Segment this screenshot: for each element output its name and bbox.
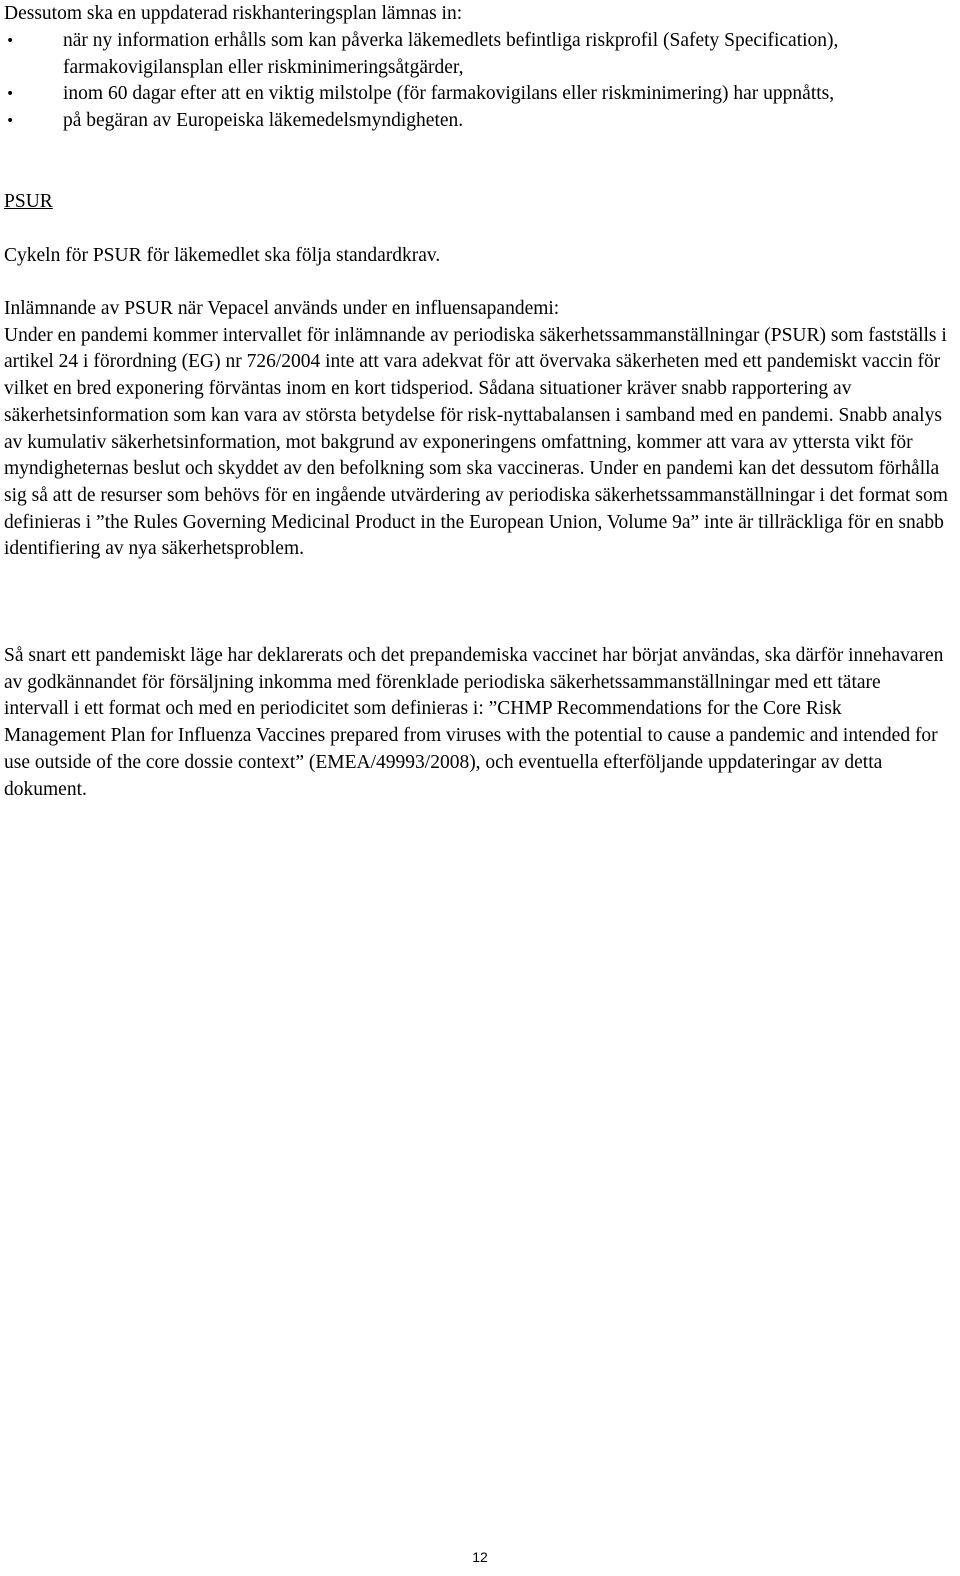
cycle-text: Cykeln för PSUR för läkemedlet ska följa standardkrav. <box>4 245 441 266</box>
list-item <box>4 81 923 108</box>
list-item <box>4 108 923 135</box>
bullet-text: när ny information erhålls som kan påverka läkemedlets befintliga riskprofil (Safety Specification), farmakovigilansplan eller riskminimeringsåtgärder, <box>63 30 839 78</box>
page-number: 12 <box>472 1549 488 1565</box>
bullet-icon: • <box>6 86 15 103</box>
bullet-list <box>4 28 952 135</box>
bullet-text: på begäran av Europeiska läkemedelsmyndigheten. <box>63 110 464 132</box>
bullet-text: inom 60 dagar efter att en viktig milstolpe (för farmakovigilans eller riskminimering) har uppnåtts, <box>63 83 835 105</box>
bullet-icon: • <box>6 33 15 49</box>
intro-text: Dessutom ska en uppdaterad riskhanteringsplan lämnas in: <box>4 3 463 24</box>
paragraph-pandemic-submission <box>4 296 952 563</box>
paragraph-lead: Inlämnande av PSUR när Vepacel används under en influensapandemi: <box>4 298 560 319</box>
paragraph-body: Under en pandemi kommer intervallet för inlämnande av periodiska säkerhetssammanställningar (PSUR) som fastställs i artikel 24 i förordning (EG) nr 726/2004 inte att vara adekvat för att övervaka säkerheten med ett pandemiskt vaccin för vilket en bred exponering förväntas inom en kort tidsperiod. Sådana situationer kräver snabb rapportering av säkerhetsinformation som kan vara av största betydelse för risk-nyttabalansen i samband med en pandemi. Snabb analys av kumulativ säkerhetsinformation, mot bakgrund av exponeringens omfattning, kommer att vara av yttersta vikt för myndigheternas beslut och skyddet av den befolkning som ska vaccineras. Under en pandemi kan det dessutom förhålla sig så att de resurser som behövs för en ingående utvärdering av periodiska säkerhetssammanställningar i det format som definieras i ”the Rules Governing Medicinal Product in the European Union, Volume 9a” inte är tillräckliga för en snabb identifiering av nya säkerhetsproblem. <box>4 324 948 560</box>
list-item <box>4 28 923 81</box>
paragraph-simplified-psur: Så snart ett pandemiskt läge har deklarerats och det prepandemiska vaccinet har börjat användas, ska därför innehavaren av godkännandet för försäljning inkomma med förenklade periodiska säkerhetssammanställningar med ett tätare intervall i ett format och med en periodicitet som definieras i: ”CHMP Recommendations for the Core Risk Management Plan for Influenza Vaccines prepared from viruses with the potential to cause a pandemic and intended for use outside of the core dossie context” (EMEA/49993/2008), och eventuella efterföljande uppdateringar av detta dokument. <box>4 645 944 800</box>
section-heading: PSUR <box>4 191 53 212</box>
bullet-icon: • <box>6 113 15 130</box>
